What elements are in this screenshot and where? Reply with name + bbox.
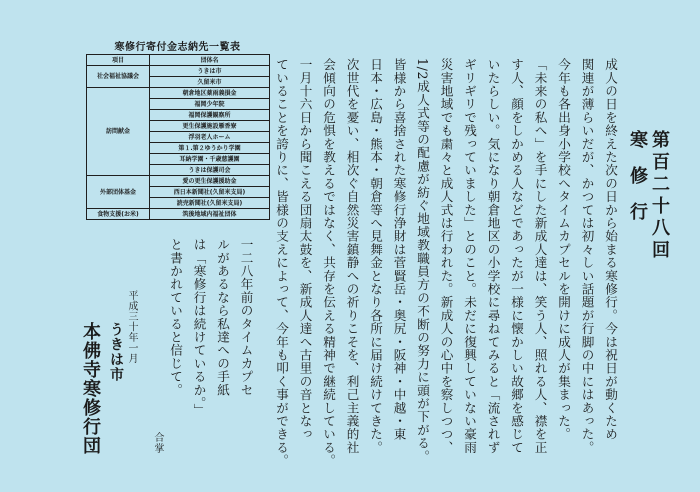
org-cell: 浮羽老人ホーム <box>150 132 270 143</box>
body-line: す人、顔をしかめる人などであったが一様に懐かしい故郷を感じて <box>509 58 524 454</box>
category-cell: 外部団体基金 <box>87 176 150 209</box>
org-cell: 福岡保護観察所 <box>150 110 270 121</box>
main-title <box>626 130 670 320</box>
org-cell: 朝倉地区薬雨義損金 <box>150 88 270 99</box>
body-line: ギリギリで残っていました」とのこと。未だに復興していない豪雨 <box>462 58 477 454</box>
org-cell: 西日本新聞社(久留米支局) <box>150 187 270 198</box>
body-line: 成人の日を終えた次の日から始まる寒修行。今は祝日が動くため <box>603 58 618 441</box>
category-cell: 訪問献金 <box>87 88 150 176</box>
body-line: ルがあるなら私達への手紙 <box>215 238 230 397</box>
body-line: 一月十六日から聞こえる団扇太鼓を、新成人達へ古里の音となっ <box>297 58 313 441</box>
org-cell: 久留米市 <box>150 77 270 88</box>
body-line: 次世代を憂い、相次ぐ自然災害鎮静への祈りこそを、利己主義的社 <box>344 58 360 454</box>
category-cell: 食物支援(お米) <box>87 209 150 220</box>
org-cell: 耳納学園・千歳慈護園 <box>150 154 270 165</box>
body-line: 災害地域でも粛々と成人式は行われた。新成人の心中を察しつつ、 <box>438 58 454 454</box>
body-line: 日本・広島・熊本・朝倉等へ見舞金となり各所に届け続けてきた。 <box>368 58 383 454</box>
body-line: 今年も各出身小学校へタイムカプセルを開けに成人が集まった。 <box>556 58 571 441</box>
body-line: 一二八年前のタイムカプセ <box>238 238 254 397</box>
body-line: いたらしい。気になり朝倉地区の小学校に尋ねてみると「流されず <box>485 58 501 454</box>
body-line: 関連が薄らいだが、かつては初々しい話題が行脚の中にはあった。 <box>579 58 595 454</box>
header-category: 項目 <box>87 55 150 66</box>
gassho: 合掌 <box>152 432 163 454</box>
org-name: 本佛寺寒修行団 <box>80 322 101 455</box>
body-text <box>164 58 623 468</box>
body-line: と書かれていると信じて。 <box>168 238 183 397</box>
org-cell: 福岡少年院 <box>150 99 270 110</box>
title-line-1: 第百二十八回 <box>649 130 670 262</box>
org-cell: うきは保護司会 <box>150 165 270 176</box>
body-line: 会傾向の危惧を教えるではなく、共存を伝える精神で継続している。 <box>321 58 336 468</box>
category-cell: 社会福祉協議会 <box>87 66 150 88</box>
body-line: ていることを誇りに、皆様の支えによって、今年も叩く事ができる。 <box>274 58 289 468</box>
body-line <box>258 58 270 458</box>
body-line: は「寒修行は続けているか。」 <box>191 238 207 417</box>
org-cell: 第１.第２ゆうかり学園 <box>150 143 270 154</box>
org-cell: 筑後地域内福祉団体 <box>150 209 270 220</box>
body-line: 1/2成人式等の配慮が紡ぐ地域教職員方の不断の努力に頭が下がる。 <box>415 58 430 463</box>
body-line: 皆様から喜捨された寒修行浄財は菅賢岳・奥尻・阪神・中越・東 <box>391 58 407 441</box>
table-title: 寒修行寄付金志納先一覧表 <box>114 42 241 53</box>
title-line-2: 寒修行 <box>627 130 648 238</box>
org-city: うきは市 <box>108 322 124 382</box>
org-cell: 愛の更生保護援助金 <box>150 176 270 187</box>
date: 平成三十年一月 <box>126 290 137 364</box>
org-cell: 読売新聞社(久留米支局) <box>150 198 270 209</box>
header-org: 団体名 <box>150 55 270 66</box>
body-line: 「未来の私へ」を手にした新成人達は、笑う人、照れる人、襟を正 <box>532 58 548 454</box>
org-cell: うきは市 <box>150 66 270 77</box>
org-cell: 更生保護施設雁香寮 <box>150 121 270 132</box>
